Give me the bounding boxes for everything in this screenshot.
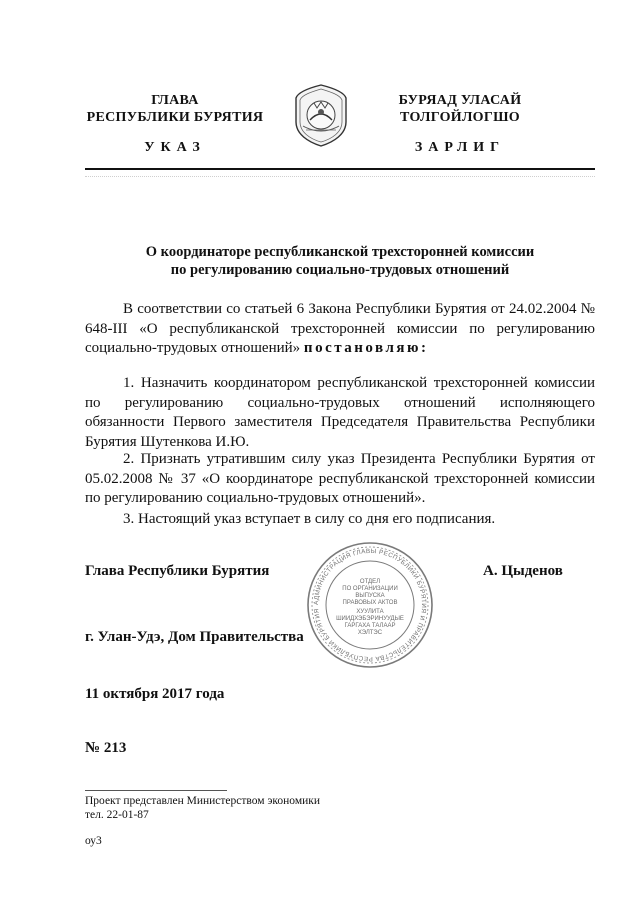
- decree-number: № 213: [85, 740, 127, 756]
- decree-item-2: 2. Признать утратившим силу указ Президента Республики Бурятия от 05.02.2008 № 37 «О координаторе республиканской трехсторонней комиссии по регулированию социально-трудовых отношений».: [85, 451, 595, 506]
- decree-label-left: УКАЗ: [144, 140, 206, 155]
- decree-label-right: ЗАРЛИГ: [414, 140, 506, 155]
- footer-divider: [85, 790, 227, 791]
- document-title: [85, 243, 595, 279]
- stamp-line: ПО ОРГАНИЗАЦИИ: [342, 586, 398, 592]
- header-right-line1: БУРЯАД УЛАСАЙ: [398, 93, 522, 108]
- stamp-line: ГАРГАХА ТАЛААР: [344, 623, 396, 629]
- header-right-line2: ТОЛГОЙЛОГШО: [400, 110, 520, 125]
- header-divider: [85, 168, 595, 170]
- title-line1: О координаторе республиканской трехсторонней комиссии: [145, 244, 535, 260]
- stamp-line: ХЭЛТЭС: [357, 630, 383, 636]
- signing-date: 11 октября 2017 года: [85, 686, 225, 702]
- header-left-line1: ГЛАВА: [151, 93, 199, 108]
- header-left-authority: [75, 92, 275, 126]
- stamp-line: ХУУЛИТА: [356, 609, 384, 615]
- decree-item-3: 3. Настоящий указ вступает в силу со дня его подписания.: [123, 511, 496, 527]
- official-stamp: [305, 540, 435, 670]
- signatory-position: Глава Республики Бурятия: [85, 563, 270, 579]
- header-right-authority: [360, 92, 560, 126]
- header-left-line2: РЕСПУБЛИКИ БУРЯТИЯ: [86, 110, 264, 125]
- preamble-paragraph: [85, 300, 595, 359]
- preamble-text: В соответствии со статьей 6 Закона Республики Бурятия от 24.02.2004 № 648-III «О республиканской трехсторонней комиссии по регулированию социально-трудовых отношений»: [85, 301, 595, 356]
- preamble-emphasis: постановляю:: [303, 340, 429, 356]
- footer-code: оу3: [85, 835, 102, 847]
- stamp-line: ОТДЕЛ: [359, 579, 381, 585]
- header-dotted-divider: [85, 176, 595, 178]
- signatory-name: А. Цыденов: [483, 563, 563, 579]
- stamp-line: ПРАВОВЫХ АКТОВ: [342, 600, 398, 606]
- footer-phone: тел. 22-01-87: [85, 809, 149, 821]
- coat-of-arms-icon: [290, 82, 352, 148]
- title-line2: по регулированию социально-трудовых отношений: [170, 262, 510, 278]
- stamp-line: ВЫПУСКА: [355, 593, 385, 599]
- stamp-line: ШИИДХЭБЭРИНУУДЫЕ: [336, 616, 404, 622]
- decree-item-1: 1. Назначить координатором республиканской трехсторонней комиссии по регулированию социально-трудовых отношений исполняющего обязанности Первого заместителя Председателя Правительства Республики Бурятия Шутенкова И.Ю.: [85, 375, 595, 450]
- signing-place: г. Улан-Удэ, Дом Правительства: [85, 629, 304, 645]
- footer-submitted-by: Проект представлен Министерством экономики: [85, 795, 321, 807]
- stamp-ring-text: АДМИНИСТРАЦИЯ ГЛАВЫ РЕСПУБЛИКИ БУРЯТИЯ И ПРАВИТЕЛЬСТВА РЕСПУБЛИКИ БУРЯТИЯ: [312, 547, 428, 663]
